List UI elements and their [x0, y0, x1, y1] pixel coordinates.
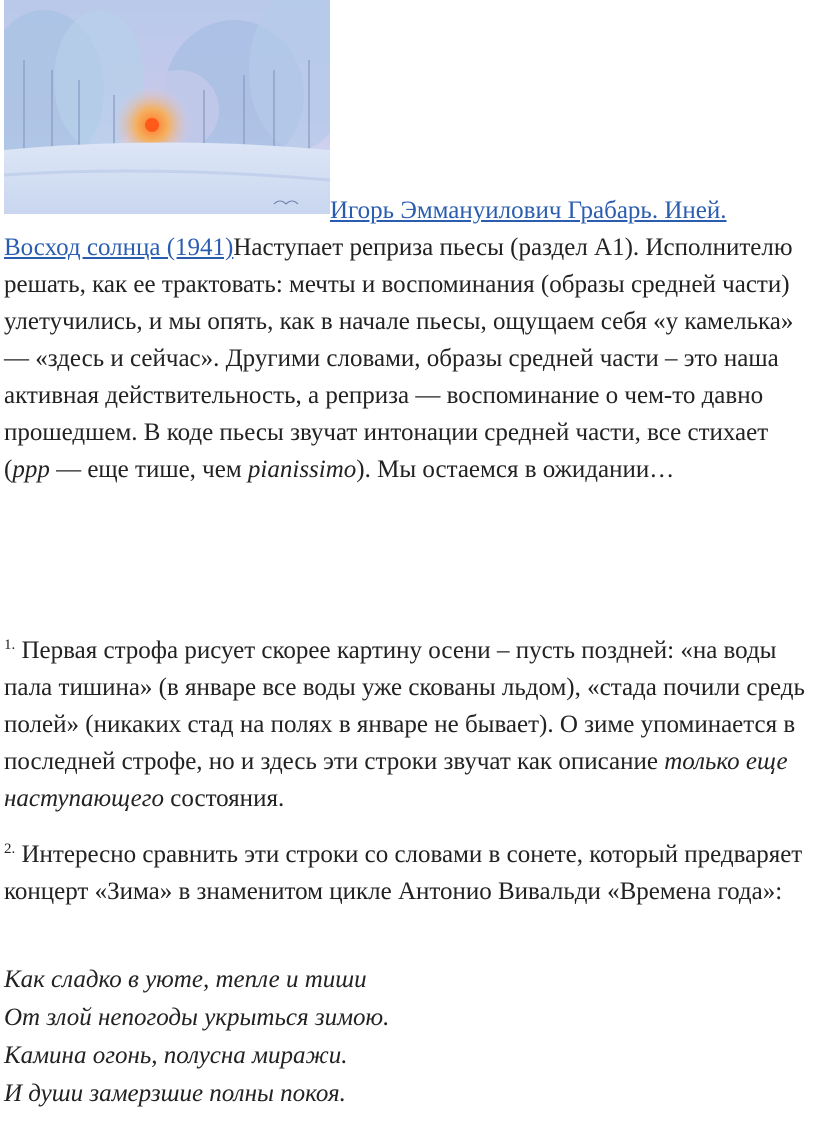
- footnote-2-marker: 2.: [4, 841, 16, 857]
- main-text-part1: Наступает реприза пьесы (раздел А1). Исполнителю решать, как ее трактовать: мечты и воспоминания (образы средней части) улетучились, и мы опять, как в начале пьесы, ощущаем себя «у камелька» — «здесь и сейчас». Другими словами, образы средней части – это наша активная действительность, а реприза — воспоминание о чем-то давно прошедшем. В коде пьесы звучат интонации средней части, все стихает (: [4, 234, 794, 483]
- main-text-part3: ). Мы остаемся в ожидании…: [356, 456, 675, 483]
- footnote-2-text: Интересно сравнить эти строки со словами в сонете, который предваряет концерт «Зима» в знаменитом цикле Антонио Вивальди «Времена года»:: [4, 841, 803, 905]
- poem-line: И души замерзшие полны покоя.: [4, 1080, 346, 1107]
- footnote-2: [4, 836, 808, 910]
- ppp-term: ppp: [12, 456, 50, 483]
- footnote-1-text-before: Первая строфа рисует скорее картину осени – пусть поздней: «на воды пала тишина» (в январе все воды уже скованы льдом), «стада почили средь полей» (никаких стад на полях в январе не бывает). О зиме упоминается в последней строфе, но и здесь эти строки звучат как описание: [4, 637, 805, 775]
- poem-line: Камина огонь, полусна миражи.: [4, 1042, 348, 1069]
- main-paragraph: [4, 192, 808, 488]
- winter-sunrise-painting-icon[interactable]: [4, 0, 330, 214]
- footnote-1: [4, 632, 808, 817]
- main-text-part2: — еще тише, чем: [49, 456, 248, 483]
- footnote-1-text-after: состояния.: [164, 785, 285, 812]
- footnote-1-marker: 1.: [4, 637, 16, 653]
- poem-line: От злой непогоды укрыться зимою.: [4, 1004, 390, 1031]
- painting-caption-link[interactable]: Игорь Эммануилович Грабарь. Иней. Восход солнца (1941): [4, 197, 727, 261]
- poem-line: Как сладко в уюте, тепле и тиши: [4, 966, 367, 993]
- footnote-1-italic: только еще наступающего: [4, 748, 788, 812]
- poem-quote: [4, 961, 389, 1113]
- pianissimo-term: pianissimo: [247, 456, 357, 483]
